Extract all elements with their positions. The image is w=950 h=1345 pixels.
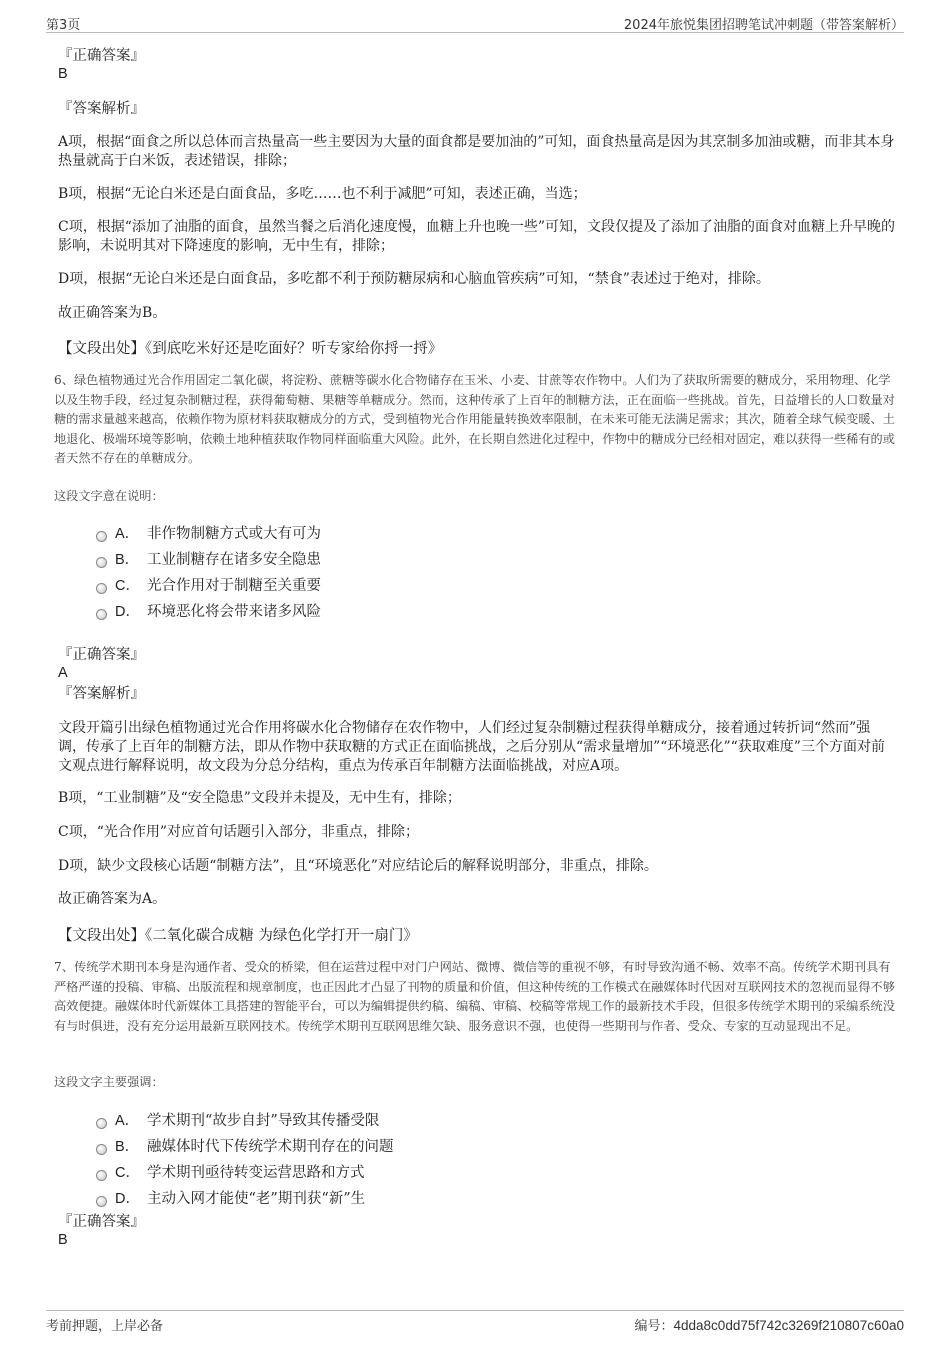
code-label: 编号： bbox=[634, 1319, 674, 1334]
q6-prompt: 这段文字意在说明： bbox=[54, 489, 164, 503]
q7-answer-label: 『正确答案』 bbox=[58, 1214, 145, 1230]
q5-analysis-c: C项，根据“添加了油脂的面食，虽然当餐之后消化速度慢，血糖上升也晚一些”可知，文段仅提及了添加了油脂的面食对血糖上升早晚的影响，未说明其对下降速度的影响，无中生有，排除； bbox=[58, 219, 896, 254]
radio-icon[interactable] bbox=[96, 609, 107, 620]
option-text: 融媒体时代下传统学术期刊存在的问题 bbox=[147, 1139, 394, 1155]
q6-conclusion: 故正确答案为A。 bbox=[58, 891, 167, 907]
q6-option-d[interactable] bbox=[96, 600, 321, 620]
radio-icon[interactable] bbox=[96, 531, 107, 542]
q7-answer: B bbox=[58, 1232, 68, 1248]
q5-source: 【文段出处】《到底吃米好还是吃面好？听专家给你捋一捋》 bbox=[58, 341, 443, 357]
option-text: 学术期刊“故步自封”导致其传播受限 bbox=[147, 1113, 380, 1129]
q5-answer-label: 『正确答案』 bbox=[58, 48, 145, 64]
option-text: 主动入网才能使“老”期刊获“新”生 bbox=[147, 1191, 366, 1207]
document-title: 2024年旅悦集团招聘笔试冲刺题（带答案解析） bbox=[623, 18, 904, 33]
option-letter: C． bbox=[115, 1165, 140, 1181]
q6-analysis-d: D项，缺少文段核心话题“制糖方法”，且“环境恶化”对应结论后的解释说明部分，非重点，排除。 bbox=[58, 858, 658, 874]
footer-slogan: 考前押题，上岸必备 bbox=[46, 1319, 164, 1334]
option-text: 环境恶化将会带来诸多风险 bbox=[147, 604, 321, 620]
radio-icon[interactable] bbox=[96, 557, 107, 568]
q5-analysis-d: D项，根据“无论白米还是白面食品，多吃都不利于预防糖尿病和心脑血管疾病”可知，“禁食”表述过于绝对，排除。 bbox=[58, 271, 770, 287]
q5-answer: B bbox=[58, 66, 68, 82]
q7-passage: 7、传统学术期刊本身是沟通作者、受众的桥梁，但在运营过程中对门户网站、微博、微信等的重视不够，有时导致沟通不畅、效率不高。传统学术期刊具有严格严谨的投稿、审稿、出版流程和规章制度，也正因此才凸显了刊物的质量和价值，但这种传统的工作模式在融媒体时代因对互联网技术的忽视而显得不够高效便捷。融媒体时代新媒体工具搭建的智能平台，可以为编辑提供约稿、编稿、审稿、校稿等常规工作的最新技术手段，但很多传统学术期刊的采编系统没有与时俱进，没有充分运用最新互联网技术。传统学术期刊互联网思维欠缺、服务意识不强，也使得一些期刊与作者、受众、专家的互动显现出不足。 bbox=[54, 960, 895, 1033]
q6-source: 【文段出处】《二氧化碳合成糖 为绿色化学打开一扇门》 bbox=[58, 928, 418, 944]
q6-answer: A bbox=[58, 665, 68, 681]
radio-icon[interactable] bbox=[96, 1144, 107, 1155]
document-code bbox=[635, 1315, 905, 1334]
q7-option-c[interactable] bbox=[96, 1161, 365, 1181]
q6-analysis-b: B项，“工业制糖”及“安全隐患”文段并未提及，无中生有，排除； bbox=[58, 790, 461, 806]
q7-option-a[interactable] bbox=[96, 1109, 379, 1129]
q7-prompt: 这段文字主要强调： bbox=[54, 1075, 164, 1089]
option-letter: B． bbox=[115, 1139, 140, 1155]
option-letter: A． bbox=[115, 1113, 140, 1129]
q7-option-b[interactable] bbox=[96, 1135, 394, 1155]
q5-conclusion: 故正确答案为B。 bbox=[58, 305, 167, 321]
option-letter: D． bbox=[115, 1191, 140, 1207]
page-footer bbox=[46, 1310, 904, 1337]
code-value: 4dda8c0dd75f742c3269f210807c60a0 bbox=[673, 1318, 904, 1333]
page-header bbox=[46, 12, 904, 33]
q6-option-a[interactable] bbox=[96, 522, 321, 542]
option-letter: C． bbox=[115, 578, 140, 594]
q5-analysis-a: A项，根据“面食之所以总体而言热量高一些主要因为大量的面食都是要加油的”可知，面食热量高是因为其烹制多加油或糖，而非其本身热量就高于白米饭，表述错误，排除； bbox=[58, 134, 895, 169]
q7-option-d[interactable] bbox=[96, 1187, 365, 1207]
q6-answer-label: 『正确答案』 bbox=[58, 647, 145, 663]
q6-option-c[interactable] bbox=[96, 574, 321, 594]
option-letter: A． bbox=[115, 526, 140, 542]
q6-analysis-c: C项，“光合作用”对应首句话题引入部分，非重点，排除； bbox=[58, 824, 420, 840]
q5-analysis-b: B项，根据“无论白米还是白面食品，多吃……也不利于减肥”可知，表述正确，当选； bbox=[58, 186, 587, 202]
page-number: 第3页 bbox=[46, 18, 81, 33]
radio-icon[interactable] bbox=[96, 583, 107, 594]
q6-analysis-label: 『答案解析』 bbox=[58, 686, 145, 702]
option-text: 非作物制糖方式或大有可为 bbox=[147, 526, 321, 542]
radio-icon[interactable] bbox=[96, 1118, 107, 1129]
q6-option-b[interactable] bbox=[96, 548, 321, 568]
radio-icon[interactable] bbox=[96, 1196, 107, 1207]
option-letter: B． bbox=[115, 552, 140, 568]
q6-passage: 6、绿色植物通过光合作用固定二氧化碳，将淀粉、蔗糖等碳水化合物储存在玉米、小麦、甘蔗等农作物中。人们为了获取所需要的糖成分，采用物理、化学以及生物手段，经过复杂制糖过程，获得葡萄糖、果糖等单糖成分。然而，这种传承了上百年的制糖方法，正在面临一些挑战。首先，日益增长的人口数量对糖的需求量越来越高，依赖作物为原材料获取糖成分的方式，受到植物光合作用能量转换效率限制，在未来可能无法满足需求；其次，随着全球气候变暖、土地退化、极端环境等影响，依赖土地种植获取作物同样面临重大风险。此外，在长期自然进化过程中，作物中的糖成分已经相对固定，难以获得一些稀有的或者天然不存在的单糖成分。 bbox=[54, 373, 895, 465]
radio-icon[interactable] bbox=[96, 1170, 107, 1181]
q5-analysis-label: 『答案解析』 bbox=[58, 101, 145, 117]
option-text: 光合作用对于制糖至关重要 bbox=[147, 578, 321, 594]
option-letter: D． bbox=[115, 604, 140, 620]
q6-analysis-main: 文段开篇引出绿色植物通过光合作用将碳水化合物储存在农作物中，人们经过复杂制糖过程获得单糖成分，接着通过转折词“然而”强调，传承了上百年的制糖方法，即从作物中获取糖的方式正在面临挑战，之后分别从“需求量增加”“环境恶化”“获取难度”三个方面对前文观点进行解释说明，故文段为分总分结构，重点为传承百年制糖方法面临挑战，对应A项。 bbox=[58, 720, 885, 774]
option-text: 工业制糖存在诸多安全隐患 bbox=[147, 552, 321, 568]
option-text: 学术期刊亟待转变运营思路和方式 bbox=[147, 1165, 365, 1181]
